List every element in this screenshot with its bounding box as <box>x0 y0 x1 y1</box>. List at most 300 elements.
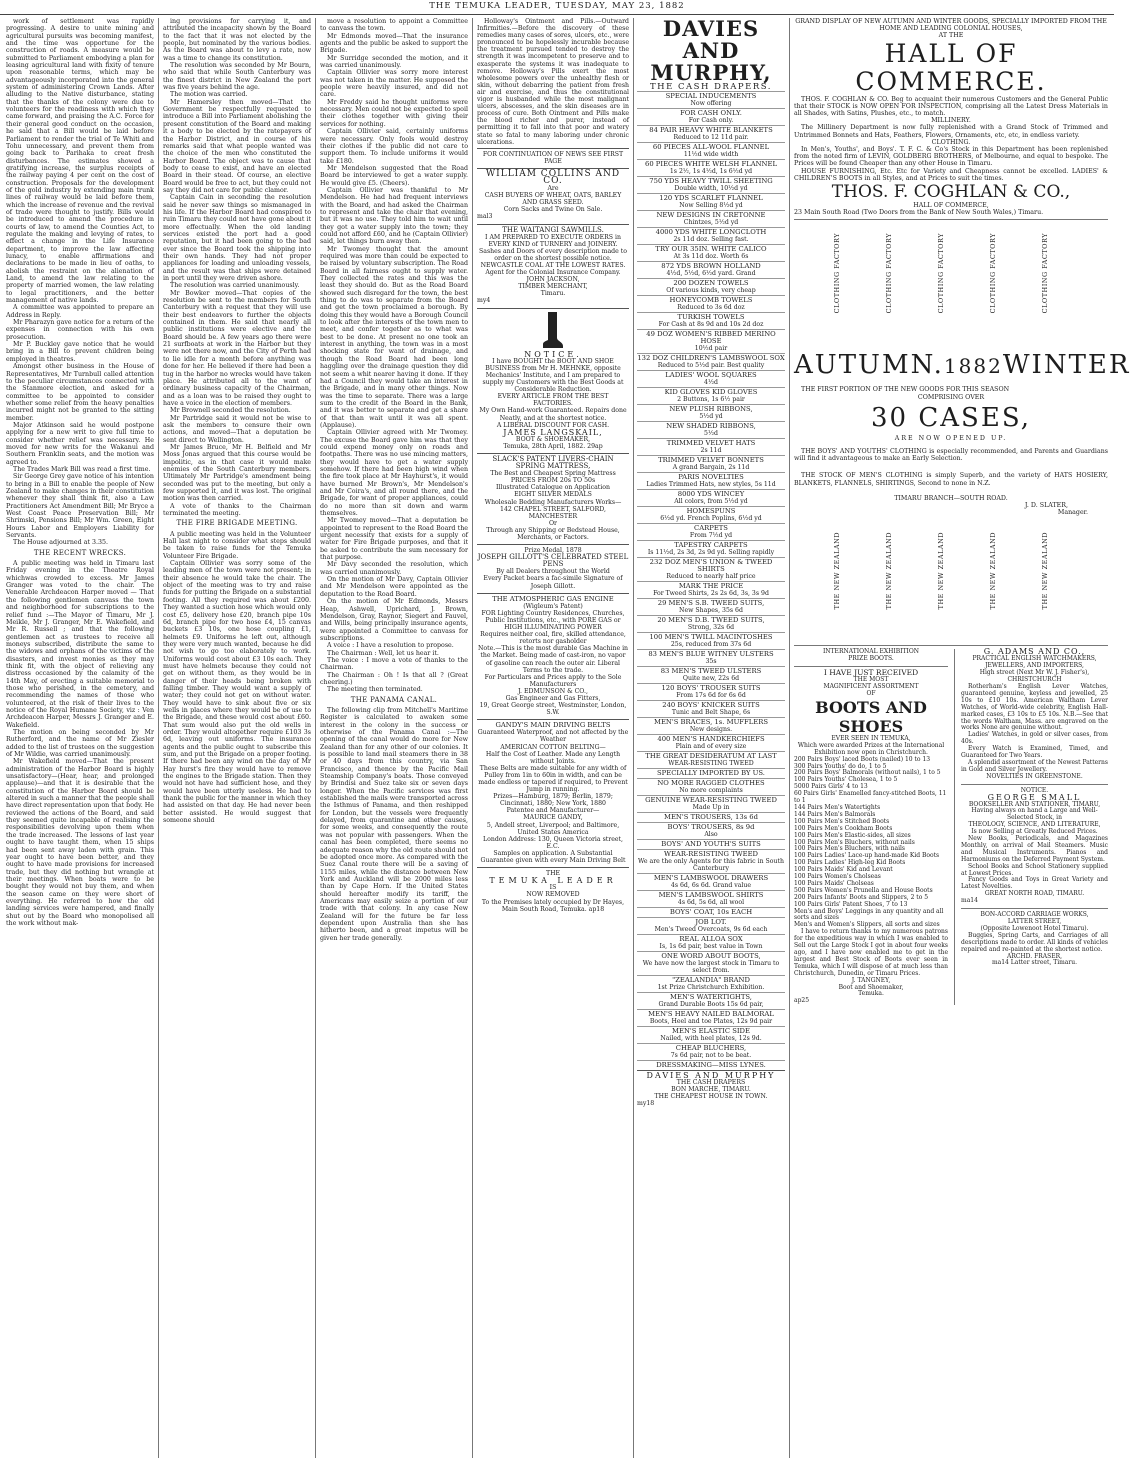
tangney-item: 100 Pairs Men's Cookham Boots <box>794 824 893 832</box>
column-rule <box>158 18 159 1458</box>
langskail-date-text: Temuka, 28th April, 1882. <box>503 442 586 450</box>
small-p7: School Books and School Stationery supplied at Lowest Prices. <box>961 862 1108 877</box>
davies-item-title: MEN'S ELASTIC SIDE <box>672 1027 750 1036</box>
davies-item-detail: Ladies Trimmed Hats, new styles, 5s 11d <box>646 481 776 489</box>
tangney-item: 100 Pairs Ladies' Lace-up hand-made Kid Boots <box>794 852 940 860</box>
davies-item <box>637 907 785 917</box>
davies-item-title: 84 PAIR HEAVY WHITE BLANKETS <box>649 126 773 135</box>
davies-item <box>637 193 785 210</box>
davies-item-detail: 11½d wide width <box>683 151 739 159</box>
davies-item-title: 240 BOYS' KNICKER SUITS <box>662 701 760 710</box>
boot-notice-l3: My Own Hand-work Guaranteed. Repairs done Neatly, and at the shortest notice. <box>479 407 627 422</box>
commerce-l1: GRAND DISPLAY OF NEW AUTUMN AND WINTER GOODS, SPECIALLY IMPORTED FROM THE HOME AND LEADING COLONIAL HOUSES, <box>795 18 1107 33</box>
tangney-item: 200 Pairs Boys' Balmorals (without nails), 1 to 5 <box>794 769 941 777</box>
davies-item-title: TRIMMED VELVET HATS <box>666 439 756 448</box>
gillott-ad <box>477 545 629 594</box>
vertical-label: THE NEW ZEALAND <box>937 532 945 610</box>
davies-item-title: NEW PLUSH RIBBONS, <box>669 405 753 414</box>
commerce-p8: THE BOYS' AND YOUTHS' CLOTHING is especially recommended, and Parents and Guardians will find it advantageous to make an Early Selection. <box>794 448 1108 463</box>
davies-item <box>637 649 785 666</box>
davies-item-title: THE GREAT DESIDERATUM AT LAST <box>645 752 777 761</box>
slack-l2: PRICES FROM 20s TO 50s <box>510 477 596 485</box>
davies-item-detail: Chintzes, 5½d yd <box>683 219 739 227</box>
adams-p1: Rotherham's English Lever Watches, guaranteed genuine, keyless and jewelled, 25 10s to £10 10s. American Waltham Lever Watches, of World-wide celebrity, English Hall-marked cases, £3 10s to £5 10s. N.B.—See that the words Waltham, Mass. are engraved on the works None are genuine without. <box>961 683 1108 732</box>
gas-l5: For Particulars and Prices apply to the Sole Manufacturers <box>484 673 622 688</box>
gas-name: J. EDMUNSON & CO., <box>518 687 588 695</box>
davies-item-detail: Is 11½d, 2s 3d, 2s 9d yd. Selling rapidly <box>647 549 775 557</box>
davies-item-detail: From 17s 6d for 6s 6d <box>676 692 746 700</box>
slack-l7: Or <box>548 519 558 527</box>
paragraph: Mr Partridge said it would not be wise to ask the members to censure their own actions, and moved—That a deputation be sent direct to Wellington. <box>163 414 311 444</box>
davies-footer-3: BON MARCHE, TIMARU. <box>671 1086 751 1094</box>
paragraph: The Trades Mark Bill was read a first time. <box>13 465 151 473</box>
slack-l5: Wholesale Bedding Manufacturers Works— <box>484 498 622 506</box>
adams-ad <box>961 649 1108 1005</box>
paragraph: Mr P. Buckley gave notice that he would bring in a Bill to prevent children being employed in theatres. <box>6 341 154 363</box>
davies-item-detail: All colors, from 5½d yd <box>674 498 748 506</box>
small-p6: New Books, Periodicals, and Magazines Monthly, on arrival of Mail Steamers. Music and Musical Instruments. Pianos and Harmoniums on the Deferred Payment System. <box>961 835 1108 863</box>
coghlan-addr: 23 Main South Road (Two Doors from the Bank of New South Wales,) Timaru. <box>794 209 1044 217</box>
davies-item-detail: Grand Durable Boots 15s 6d pair, <box>658 1001 764 1009</box>
year-text: 1882 <box>943 354 1003 379</box>
davies-item-title: NEW DESIGNS IN CRETONNE <box>656 211 766 220</box>
winter-text: WINTER <box>1002 350 1130 381</box>
davies-item-title: BOYS' AND YOUTH'S SUITS <box>661 840 761 849</box>
davies-item-title: 60 PIECES ALL-WOOL FLANNEL <box>652 143 770 152</box>
davies-item-detail: Is, 1s 6d pair, best value in Town <box>659 943 763 951</box>
davies-item-title: NO MORE RAGGED CLOTHES <box>657 779 765 788</box>
davies-item-detail: Now Selling 8½d yd <box>679 202 743 210</box>
gandy-name: MAURICE GANDY, <box>523 814 583 822</box>
col2-text-2 <box>163 531 311 825</box>
davies-item <box>637 849 785 873</box>
davies-item <box>637 421 785 438</box>
waitangi-title: THE WAITANGI SAWMILLS. <box>502 225 604 234</box>
panama-canal-heading: THE PANAMA CANAL. <box>350 695 438 704</box>
coghlan-name: THOS. F. COGHLAN & CO., <box>831 182 1071 203</box>
waitangi-l1: I AM PREPARED TO EXECUTE ORDERS in EVERY KIND of TURNERY and JOINERY. <box>485 233 621 248</box>
davies-footer-2: THE CASH DRAPERS <box>676 1079 746 1087</box>
small-addr: GREAT NORTH ROAD, TIMARU. <box>984 890 1085 898</box>
paragraph: A voice : I have a resolution to propose. <box>327 642 454 650</box>
davies-item-title: SPECIALLY IMPORTED BY US. <box>657 769 765 778</box>
davies-item-title: MEN'S BRACES, 1s. MUFFLERS <box>654 718 768 727</box>
adams-p3: Every Watch is Examined, Timed, and Guaranteed for Two Years. <box>961 745 1108 760</box>
davies-item <box>637 329 785 353</box>
column-4 <box>477 18 629 1458</box>
leader-l1: THE <box>545 870 561 878</box>
davies-item <box>637 615 785 632</box>
davies-item-title: REAL ALLOA SOX <box>679 935 743 944</box>
col1-text-2 <box>6 560 154 927</box>
tangney-item: 100 Pairs Youths' Cholesea, 1 to 5 <box>794 776 898 784</box>
commerce-p3: In Men's, Youths', and Boys'. T. F. C. & Co's Stock in this Department has been replenished from the noted firm of LEVIN, GOLDBERG BROTHERS, of Melbourne, and equal to bespoke. The Prices will be found Cheaper than any other House in Timaru. <box>794 146 1108 168</box>
davies-item <box>637 1026 785 1043</box>
davies-item <box>637 540 785 557</box>
tangney-h2: PRIZE BOOTS. <box>848 655 894 663</box>
column-rule <box>633 18 634 1458</box>
tangney-l6: Which were awarded Prizes at the International Exhibition now open in Christchurch. <box>797 741 945 756</box>
millinery-heading: MILLINERY. <box>931 117 971 125</box>
timaru-branch: TIMARU BRANCH—SOUTH ROAD. <box>894 494 1008 502</box>
davies-item <box>637 934 785 951</box>
davies-item-title: 132 DOZ CHILDREN'S LAMBSWOOL SOX <box>637 354 785 363</box>
slack-l6: 142 CHAPEL STREET, SALFORD, MANCHESTER <box>500 505 606 520</box>
davies-item-detail: WEAR-RESISTING TWEED <box>668 760 754 768</box>
boots-and-shoes: BOOTS AND SHOES <box>815 697 927 736</box>
paragraph: ing provisions for carrying it, and attributed the incapacity shown by the Board to the fact that it was not elected by the people, but nominated by the various bodies. As the Board was about to levy a rate, now was a time to change its constitution. <box>163 18 311 62</box>
davies-item-title: 400 MEN'S HANDKERCHIEFS <box>657 735 765 744</box>
tangney-code: ap25 <box>794 997 810 1005</box>
tangney-l2: THE MOST <box>853 676 889 684</box>
col1-text <box>6 18 154 547</box>
slater-name: J. D. SLATER, <box>1024 502 1068 510</box>
paragraph: Captain Ollivier agreed with Mr Twomey. The excuse the Board gave him was that they could expend money only on roads and footpaths. There was no use mincing matters, they would have to get a water supply somehow. If there had been high wind when the fire took place at Mr Hayhurst's, it would have burned Mr Brown's, Mr Mendelson's and Mr Coira's, and all round there, and the Brigade, for want of proper appliances, could do no more than sit down and warm themselves. <box>320 429 468 518</box>
tangney-item: 300 Pairs Youths' do do, 1 to 5 <box>794 762 887 770</box>
clothing-factory-band <box>794 223 1108 343</box>
davies-item-detail: No more complaints <box>679 787 743 795</box>
davies-item-title: NEW SHADED RIBBONS, <box>666 422 756 431</box>
gandy-title: GANDY'S MAIN DRIVING BELTS <box>495 721 611 730</box>
davies-item-detail: Men's Tweed Overcoats, 9s 6d each <box>654 926 768 934</box>
paragraph: move a resolution to appoint a Committee to canvass the town. <box>320 18 468 33</box>
davies-item <box>637 951 785 975</box>
column-2 <box>163 18 311 1458</box>
slack-l1: The Best and Cheapest Spring Mattress <box>490 470 616 478</box>
davies-item-title: SPECIAL INDUCEMENTS <box>665 92 757 101</box>
vertical-label: CLOTHING FACTORY <box>833 233 841 314</box>
davies-item-detail: 25s, reduced from 37s 6d <box>670 641 752 649</box>
paragraph: Mr Davy seconded the resolution, which was carried unanimously. <box>320 561 468 576</box>
tangney-item: Men's and Boys' Leggings in any quantity and all sorts and sizes <box>794 907 944 922</box>
fire-brigade-heading: THE FIRE BRIGADE MEETING. <box>176 519 298 528</box>
paragraph: Sir George Grey gave notice of his intention to bring in a Bill to enable the people of New Zealand to make changes in their constitution whenever they shall think fit, also a Law Practitioners Act Amendment Bill; Mr Bryce a West Coast Peace Preservation Bill; Mr Shrimski, Pensions Bill; Mr Wm. Green, Eight Hours Labor and Employers Liability for Servants. <box>6 473 154 540</box>
davies-item-detail: 5½d yd <box>699 413 723 421</box>
bonaccord-title: BON-ACCORD CARRIAGE WORKS, <box>980 911 1089 919</box>
davies-item-title: FOR CASH ONLY. <box>680 109 742 118</box>
davies-item <box>637 795 785 812</box>
gandy-addr: 5, Andell street, Liverpool; and Baltimore, United States America <box>486 821 620 836</box>
paragraph: Mr James Bruce, Mr H. Belfield and Mr Moss Jonas argued that this course would be impolitic, as in that case it would make enemies of the South Canterbury members. Ultimately Mr Partridge's amendment being seconded was put to the meeting, but only a few supported it, and it was lost. The original motion was then carried. <box>163 443 311 503</box>
bottom-ads <box>794 649 1108 1005</box>
davies-item-title: 232 DOZ MEN'S UNION & TWEED SHIRTS <box>649 558 773 574</box>
paragraph: Mr Surridge seconded the motion, and it was carried unanimously. <box>320 54 468 70</box>
paragraph: The voice : I move a vote of thanks to the Chairman. <box>320 656 468 672</box>
davies-item <box>637 387 785 404</box>
davies-item-detail: We have now the largest stock in Timaru to select from. <box>642 960 780 975</box>
davies-item <box>637 873 785 890</box>
paragraph: On the motion of Mr Davy, Captain Ollivier and Mr Mendelson were appointed as the deputation to the Road Board. <box>320 576 468 598</box>
davies-item-detail: At 3s 11d doz. Worth 6s <box>673 253 749 261</box>
column-rule <box>789 18 790 1458</box>
davies-item-title: 60 PIECES WHITE WELSH FLANNEL <box>645 160 777 169</box>
tangney-item: 100 Pairs Men's Elastic-sides, all sizes <box>794 831 911 839</box>
davies-item-title: CHEAP BLUCHERS, <box>675 1044 747 1053</box>
leader-ad <box>477 868 629 916</box>
column-rule <box>315 18 316 1458</box>
davies-item-detail: Reduced to 12 11d pair. <box>673 134 749 142</box>
davies-item-detail: Plain and of every size <box>675 743 747 751</box>
tangney-item: 100 Pairs Ladies' High-leg Kid Boots <box>794 859 906 867</box>
davies-item-title: TRIMMED VELVET BONNETS <box>658 456 764 465</box>
davies-item-detail: 2s 11d doz. Selling fast. <box>673 236 749 244</box>
davies-item-title: DRESSMAKING—MISS LYNES. <box>656 1061 766 1070</box>
col3-text <box>320 18 468 694</box>
davies-item-detail: From 7½d yd <box>689 532 733 540</box>
davies-item-title: 20 MEN'S D.B. TWEED SUITS, <box>657 616 765 625</box>
paragraph: Mr Edmonds moved—That the insurance agents and the public be asked to support the Brigade. <box>320 32 468 55</box>
small-code: ma14 <box>961 897 978 905</box>
boot-notice-title: NOTICE. <box>524 349 582 359</box>
gas-l2: FOR Lighting Country Residences, Churches, Public Institutions, etc., with PORE GAS or HIGH ILLUMINATING POWER <box>481 609 625 632</box>
tangney-item: 100 Pairs Men's Bluchers, with nails <box>794 845 905 853</box>
tangney-item: 100 Pairs Men's Stitched Boots <box>794 817 890 825</box>
davies-item-title: JOB LOT. <box>695 918 727 927</box>
davies-item <box>637 244 785 261</box>
davies-item-title: 120 BOYS' TROUSER SUITS <box>661 684 761 693</box>
davies-item-detail: Also <box>704 831 718 839</box>
davies-item-title: 8000 YDS WINCEY <box>677 490 745 499</box>
waitangi-ad <box>477 225 629 309</box>
adams-l2: High street (Next Mr W. J. Fisher's), CHRISTCHURCH <box>979 669 1090 684</box>
gas-l1: (Wigleum's Patent) <box>523 602 583 610</box>
cases-count: 30 CASES, <box>871 402 1031 433</box>
commerce-p4: HOUSE FURNISHING, Etc. Etc for Variety and Cheapness cannot be excelled. LADIES' & CHILDREN'S BOOTS in all Styles, and at Prices to suit the times. <box>794 167 1108 182</box>
gandy-l5: Prizes—Hamburg, 1879; Berlin, 1879; Cincinnati, 1880; New York, 1880 <box>493 793 613 808</box>
waitangi-code: my4 <box>477 297 491 305</box>
gas-title: THE ATMOSPHERIC GAS ENGINE <box>492 594 614 603</box>
leader-l5 <box>477 906 629 913</box>
davies-item-detail: Now offering <box>690 100 732 108</box>
paragraph: Captain Ollivier was sorry some of the leading men of the town were not present; in their absence he would take the chair. The object of the meeting was to try and raise funds for putting the Brigade on a substantial footing. All they required was about £200. They wanted a suction hose which would only cost £5, delivery hose £20, branch pipe 10s 6d, branch pipe for two hose £4, 15 canvas buckets £3 10s, one hose coupling £1, helmets £9. Uniforms he left out, although they were very much wanted, because he did not wish to go too elaborately to work. Uniforms would cost about £3 10s each. They must have helmets because they could not get on without them, as they would be in danger of their heads being broken with falling timber. They would want a supply of water; they could not get on without water. They would have to sink about five or six wells in places where they would be of use to the Brigade, and these would cost about £60. That sum would also put the old wells in order. They would altogether require £103 3s 6d, leaving out uniforms. The insurance agents and the public ought to subscribe this sum, and put the Brigade on a proper footing. If there had been any wind on the day of Mr Hay hurst's fire they would have to remove the engines to the Brigade station. Then they would not have had sufficient hose, and they would have been utterly useless. He had to thank the public for the manner in which they had assisted on that day. He had never been better assisted. He would suggest that someone should <box>163 560 311 825</box>
waitangi-role: TIMBER MERCHANT, <box>518 283 588 291</box>
gandy-l6: Patentee and Manufacturer— <box>506 807 600 815</box>
paragraph: The motion on being seconded by Mr Rutherford, and the name of Mr Ziesler added to the list of trustees on the suggestion of Mr Wildie, was carried unanimously. <box>6 729 154 759</box>
vertical-label: THE NEW ZEALAND <box>1041 532 1049 610</box>
paragraph: Mr Hamersley then moved—That the Government be respectfully requested to introduce a Bill into Parliament abolishing the present constitution of the Board and making it a body to be elected by the ratepayers of the Harbor District, and in course of his remarks said that what people wanted was the choice of the men who constituted the Harbor Board. The object was to cause that body to cease to exist, and have an elected Board in their stead. Of course, an elective Board would be free to act, but they could not say they did not care for public clamor. <box>163 98 311 194</box>
davies-item-title: MEN'S WATERTIGHTS, <box>670 993 752 1002</box>
davies-item-title: KID GLOVES KID GLOVES <box>664 388 758 397</box>
tangney-item: 100 Pairs Women's Cholseas <box>794 873 881 881</box>
small-l5: THEOLOGY, SCIENCE, AND LITERATURE, <box>968 821 1101 829</box>
vertical-label: THE NEW ZEALAND <box>833 532 841 610</box>
paragraph: Major Atkinson said he would postpone applying for a new writ to give full time to consider whether relief was necessary. He moved for new writs for the Wakanui and Southern Franklin seats, and the motion was agreed to. <box>6 421 154 466</box>
tangney-item: 200 Pairs Infants' Boots and Slippers, 2 to 5 <box>794 893 929 901</box>
leader-l3: NOW REMOVED <box>526 891 580 899</box>
tangney-l5: EVER SEEN IN TEMUKA, <box>831 734 911 742</box>
commerce-p9: THE STOCK OF MEN'S CLOTHING is simply Superb, and the variety of HATS HOSIERY, BLANKETS, FLANNELS, SHIRTINGS, Second to none in N.Z. <box>794 472 1108 487</box>
collins-l1: Are <box>547 185 559 193</box>
davies-item <box>637 210 785 227</box>
tangney-h1: INTERNATIONAL EXHIBITION <box>822 648 920 656</box>
davies-item <box>637 666 785 683</box>
vertical-label: CLOTHING FACTORY <box>937 233 945 314</box>
collins-title: WILLIAM COLLINS AND CO. <box>485 168 621 186</box>
paragraph: Mr Bowker moved—That copies of the resolution be sent to the members for South Canterbury with a request that they will use their best endeavors to further the objects contained in them. He said that nearly all public institutions were elective and the Board should be. A few years ago there were 21 surfboats at work in the Harbor but they were not there now, and the City of Perth had to lie idle for a month before anything was done for her. He believed if there had been a tug in the harbor no wrecks would have taken place. He attributed all to the want of ordinary business capacity of the Chairman, and as a loan was to be raised they ought to have a voice in the election of members. <box>163 289 311 407</box>
gandy-l2: AMERICAN COTTON BELTING— <box>500 743 606 751</box>
commerce-l2: AT THE <box>938 32 964 40</box>
tangney-name: J. TANGNEY, <box>851 976 891 984</box>
fraser-place-text: Latter street, Timaru. <box>1010 959 1078 967</box>
commerce-p5: THE FIRST PORTION OF THE NEW GOODS FOR THIS SEASON <box>801 386 1010 394</box>
davies-item-title: GENUINE WEAR-RESISTING TWEED <box>645 796 777 805</box>
davies-item <box>637 227 785 244</box>
davies-footer-1: DAVIES AND MURPHY <box>646 1071 776 1081</box>
davies-item-detail: Of various kinds, very cheap <box>666 287 756 295</box>
davies-item-detail: 4s 6d, 6s 6d. Grand value <box>670 882 752 890</box>
tangney-item: 500 Pairs Women's Prunella and House Boots <box>794 886 933 894</box>
davies-item <box>637 261 785 278</box>
davies-item-detail: We are the only Agents for this fabric in South Canterbury <box>638 858 784 873</box>
davies-item <box>637 598 785 615</box>
fraser-place <box>961 960 1108 967</box>
holloway-ad <box>477 18 629 146</box>
bonaccord-l1: LATTER STREET, <box>1007 918 1062 926</box>
langskail-date <box>477 443 629 450</box>
gandy-l1: Guaranteed Waterproof, and not affected by the Weather <box>477 729 629 744</box>
davies-item <box>637 159 785 176</box>
davies-item <box>637 632 785 649</box>
davies-item <box>637 778 785 795</box>
column-rule <box>472 18 473 1458</box>
davies-item <box>637 438 785 455</box>
leader-l4: To the Premises lately occupied by Dr Hayes, <box>481 898 625 906</box>
tangney-role: Boot and Shoemaker, <box>838 983 904 991</box>
tangney-p1: I have to return thanks to my numerous patrons for the expeditious way in which I was enabled to Sell out the Large Stock I got in about four weeks ago, and I have now enabled me to get in the largest and Best Stock of Boots ever seen in Temuka, which I will dispose of at much less than Christchurch, Dunedin, or Timaru Prices. <box>794 928 948 977</box>
paragraph: Captain Ollivier was thankful to Mr Mendelson. He had had frequent interviews with the Board, and had asked the Chairman to represent and take the chair that evening, but it was no use. They told him to wait until they got a water supply into the town; they could not afford £60, and he (Captain Ollivier) said, let things burn away then. <box>320 186 468 246</box>
davies-item-detail: 2s 11d <box>700 447 722 455</box>
davies-item-title: 29 MEN'S S.B. TWEED SUITS, <box>657 599 765 608</box>
gas-role: Gas Engineer and Gas Fitters, <box>505 694 601 702</box>
gillott-l0: Prize Medal, 1878 <box>524 547 582 555</box>
gas-l3: Requires neither coal, fire, skilled attendance, retorts nor gasholder <box>480 631 626 646</box>
gas-engine-ad <box>477 594 629 721</box>
boot-notice-l1: I have BOUGHT the BOOT AND SHOE BUSINESS from Mr H. MEHNKE, opposite Mechanics' Institute, and I am prepared to supply my Customers with the Best Goods at Considerable Reduction. <box>482 357 624 394</box>
davies-item <box>637 295 785 312</box>
davies-item-title: LADIES' WOOL SQUARES <box>665 371 757 380</box>
davies-item-detail: 5½d <box>704 430 718 438</box>
davies-code: my18 <box>637 1100 655 1108</box>
davies-item <box>637 557 785 581</box>
waitangi-l2: Sashes and Doors of every description made to order on the shortest possible notice. <box>479 247 627 262</box>
tangney-item: 144 Pairs Men's Watertights <box>794 803 881 811</box>
davies-item <box>637 812 785 822</box>
davies-item <box>637 683 785 700</box>
davies-item-detail: 7s 6d pair, not to be beat. <box>670 1052 752 1060</box>
vertical-label: THE NEW ZEALAND <box>885 532 893 610</box>
davies-item-title: MARK THE PRICE <box>678 582 744 591</box>
davies-footer-4: THE CHEAPEST HOUSE IN TOWN. <box>654 1093 768 1101</box>
davies-item-detail: A grand Bargain, 2s 11d <box>672 464 750 472</box>
paragraph: Captain Ollivier was sorry more interest was not taken in the matter. He supposed the people were heavily insured, and did not care. <box>320 69 468 99</box>
davies-item-title: BOYS' TROUSERS, 8s 9d <box>667 823 755 832</box>
tangney-item: 100 Pairs Girls' Patent Shoes, 7 to 13 <box>794 900 908 908</box>
tangney-l4: OF <box>866 690 876 698</box>
slater-role: Manager. <box>1057 509 1088 517</box>
davies-item-title: WEAR-RESISTING TWEED <box>664 850 758 859</box>
waitangi-l3: NEWCASTLE COAL AT THE LOWEST RATES. <box>480 262 626 269</box>
davies-item <box>637 822 785 839</box>
waitangi-l4: Agent for the Colonial Insurance Company. <box>485 269 621 277</box>
davies-item <box>637 717 785 734</box>
paragraph: The following clip from Mitchell's Maritime Register is calculated to awaken some interest in the colony in the success or otherwise of the Panama Canal :—The opening of the canal would do more for New Zealand than for any other of our colonies. It is possible to land mail steamers there in 38 or 40 days from this country, via San Francisco, and thence by the Pacific Mail Steamship Company's boats. Those conveyed by Brindisi and Suez take six or seven days longer. When the Pacific services was first established the mails were transported across the Isthmus of Panama, and then reshipped for London, but the vessels were frequently delayed, from quarantine and other causes, for some weeks, and consequently the route was not popular with passengers. When the canal has been completed, there seems no adequate reason why the old route should not be adopted once more. As compared with the Suez Canal route there will be a saving of 1155 miles, while the distance between New York and Auckland will be 2000 miles less than by Cape Horn. If the United States should hereafter modify its tariff, the Americans may easily seize a portion of our trade with that colony. In any case New Zealand will for the future be far less dependent upon Australia than she has hitherto been, and a great impetus will be given her trade generally. <box>320 706 468 942</box>
davies-item <box>637 975 785 992</box>
davies-item-detail: For Cash only. <box>688 117 734 125</box>
commerce-p7: ARE NOW OPENED UP. <box>894 434 1008 442</box>
davies-title-2: MURPHY, <box>650 60 772 85</box>
collins-ad <box>477 169 629 225</box>
adams-p4: A splendid assortment of the Newest Patterns in Gold and Silver Jewellery. <box>961 758 1108 773</box>
davies-item-title: "ZEALANDIA" BRAND <box>672 976 750 985</box>
vertical-label: CLOTHING FACTORY <box>989 233 997 314</box>
paragraph: Holloway's Ointment and Pills.—Outward Infirmities.—Before the discovery of these remedies many cases of sores, ulcers, etc., were pronounced to be hopelessly incurable because the treatment pursued tended to destroy the strength it was incompetent to preserve and to exasperate the systems it was inadequate to remove. Holloway's Pills exert the most wholesome powers over the unhealthy flesh or skin, without debarring the patient from fresh air and exercise, and thus the constitutional vigor is husbanded while the most malignant ulcers, abscesses, and the skin diseases are in process of cure. Both Ointment and Pills make the blood richer and purer, instead of permitting it to fall into that poor and watery state so fatal to many laboring under chronic ulcerations. <box>477 18 629 146</box>
paragraph: The House adjourned at 3.35. <box>13 539 108 547</box>
paragraph: Mr Twomey moved—That a deputation be appointed to represent to the Road Board the urgent necessity that exists for a supply of water for Fire Brigade purposes, and that it be asked to contribute the sum necessary for that purpose. <box>320 517 468 562</box>
tangney-ad <box>794 649 948 1005</box>
davies-item-detail: Reduced to 3s 6d doz <box>677 304 745 312</box>
column-6 <box>794 18 1130 1458</box>
davies-item <box>637 890 785 907</box>
small-l3: BOOKSELLER AND STATIONER, TIMARU, <box>968 800 1101 808</box>
davies-item-title: 750 YDS HEAVY TWILL SHEETING <box>649 177 773 186</box>
paragraph: Captain Cain in seconding the resolution said he never saw things so mismanaged in his life. If the Harbor Board had conspired to ruin Timaru they could not have gone about it more effectually. When the old landing services existed the port had a good reputation, but it had been going to the bad ever since the Board took the shipping into their own hands. They had not proper appliances for loading and unloading vessels, and the result was that ships were detained in port until they were driven ashore. <box>163 194 311 283</box>
paragraph: The motion was carried. <box>170 91 248 99</box>
davies-item-detail: 1s 2½, 1s 4½d, 1s 6½d yd <box>669 168 753 176</box>
boot-notice-l2: EVERY ARTICLE FROM THE BEST FACTORIES. <box>497 393 609 408</box>
davies-footer <box>637 1070 785 1108</box>
tangney-item: 100 Pairs Men's Bluchers, without nails <box>794 838 915 846</box>
vertical-label: CLOTHING FACTORY <box>1041 233 1049 314</box>
davies-item-title: 120 YDS SCARLET FLANNEL <box>659 194 763 203</box>
tangney-l3: MAGNIFICENT ASSORTMENT <box>823 683 919 691</box>
tangney-item: 200 Pairs Boys' laced Boots (nailed) 10 to 13 <box>794 755 931 763</box>
boot-notice-ad <box>477 309 629 454</box>
davies-item-title: 100 MEN'S TWILL MACINTOSHES <box>649 633 773 642</box>
small-l4: Having always on hand a Large and Well-Selected Stock, in <box>971 807 1098 822</box>
paragraph: The resolution was seconded by Mr Bourn, who said that while South Canterbury was the finest district in New Zealand the port was five years behind the age. <box>163 62 311 92</box>
davies-item-title: TRY OUR 35IN. WHITE CALICO <box>655 245 767 254</box>
boot-notice-l4: A LIBERAL DISCOUNT FOR CASH. <box>496 421 610 429</box>
small-p8: Fancy Goods and Toys in Great Variety and Latest Novelties. <box>961 876 1108 891</box>
slack-l3: Illustrated Catalogue on Application <box>495 484 610 492</box>
davies-item-title: HOMESPUNS <box>686 507 736 516</box>
leader-title: TEMUKA LEADER <box>489 876 617 886</box>
waitangi-name: JOHN JACKSON, <box>526 276 580 284</box>
davies-item-title: MEN'S LAMBSWOOL SHIRTS <box>658 891 764 900</box>
paragraph: A public meeting was held in the Volunteer Hall last night to consider what steps should be taken to raise funds for the Temuka Volunteer Fire Brigade. <box>163 530 311 560</box>
collins-l3: Corn Sacks and Twine On Sale. <box>503 206 603 214</box>
column-3 <box>320 18 468 1458</box>
tangney-item: 144 Pairs Men's Balmorals <box>794 810 876 818</box>
gandy-l8: Samples on application. A Substantial Guarantee given with every Main Driving Belt <box>480 849 626 865</box>
langskail-code: 29ap <box>587 442 603 450</box>
page-header: THE TEMUKA LEADER, TUESDAY, MAY 23, 1882 <box>0 0 1114 15</box>
clothing-heading: CLOTHING. <box>931 138 971 146</box>
gandy-l4: These Belts are made suitable for any width of Pulley from 1in to 60in in width, and can be made endless or tapered if required, to Prevent Jump in running. <box>478 764 628 794</box>
davies-item <box>637 1009 785 1026</box>
langskail-role: BOOT & SHOEMAKER, <box>515 435 591 443</box>
davies-items <box>637 91 785 1070</box>
commerce-p2: The Millinery Department is now fully replenished with a Grand Stock of Trimmed and Untrimmed Bonnets and Hats, Feathers, Flowers, Ornaments, etc, etc, in endless variety. <box>794 124 1108 139</box>
news-notice: FOR CONTINUATION OF NEWS SEE FIRST PAGE <box>477 148 629 169</box>
adams-p5: NOVELTIES IN GREENSTONE. <box>986 772 1083 780</box>
davies-item-detail: Double width, 10½d yd <box>674 185 748 193</box>
paragraph: Mr Pharazyn gave notice for a return of the expenses in connection with his own prosecution. <box>6 319 154 341</box>
davies-item <box>637 455 785 472</box>
column-1 <box>6 18 154 1458</box>
davies-item-detail: 10½d pair <box>694 345 728 353</box>
boot-illustration <box>542 311 564 349</box>
